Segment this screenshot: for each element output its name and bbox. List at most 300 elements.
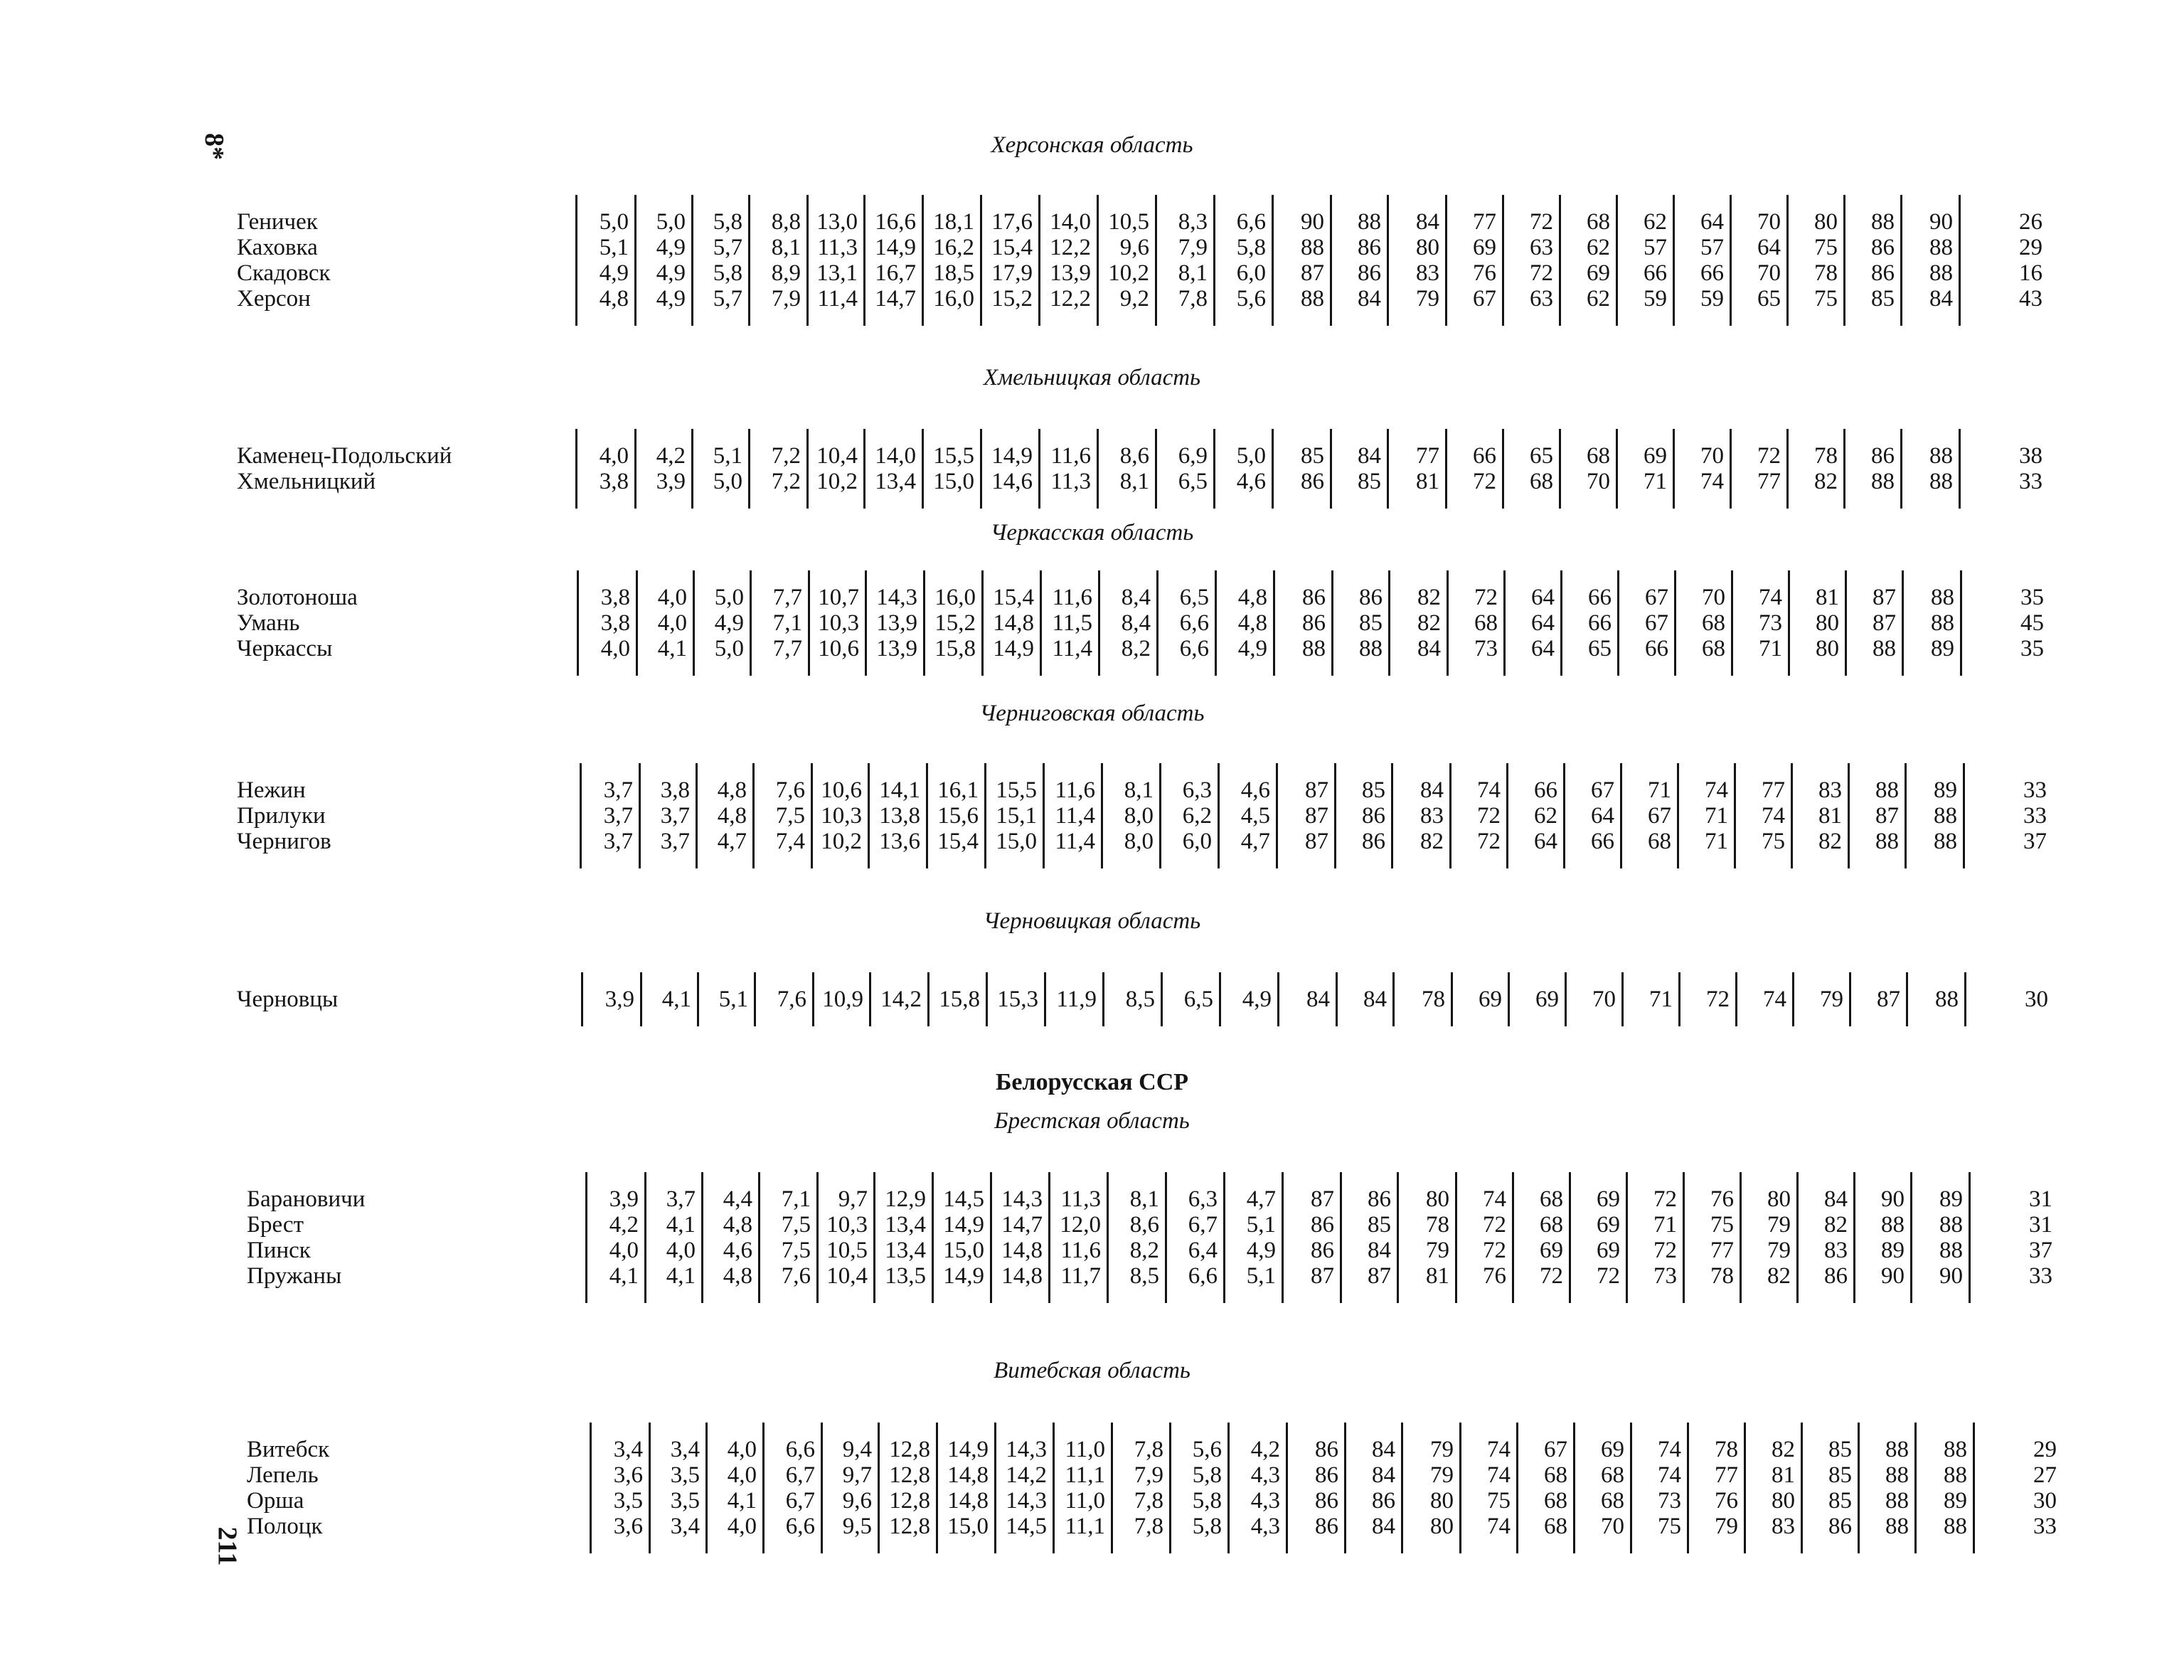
table-cell: 4,5 (1240, 803, 1270, 829)
table-cell: 10,6 (818, 636, 859, 661)
table-cell: 88 (1301, 286, 1324, 312)
value-column (997, 1437, 1053, 1539)
table-cell: 13,4 (875, 469, 916, 494)
value-column (983, 209, 1038, 312)
value-column (1284, 1186, 1340, 1289)
table-cell: 4,0 (727, 1437, 757, 1462)
table-cell: 66 (1644, 260, 1667, 286)
table-cell: 6,7 (785, 1462, 815, 1488)
table-cell: 75 (1658, 1514, 1681, 1539)
station-name: Нежин (237, 777, 306, 803)
table-cell: 4,7 (1246, 1186, 1276, 1212)
value-column (639, 585, 693, 661)
table-cell: 31 (2029, 1186, 2052, 1212)
table-cell: 15,0 (996, 829, 1037, 854)
table-cell: 5,0 (714, 636, 744, 661)
column-rule (1097, 429, 1099, 509)
column-rule (1286, 1423, 1288, 1553)
table-cell: 13,1 (816, 260, 858, 286)
column-rule (869, 972, 871, 1026)
table-cell: 74 (1487, 1514, 1511, 1539)
table-cell: 87 (1305, 829, 1328, 854)
column-rule (636, 570, 638, 676)
column-rule (1097, 195, 1099, 326)
column-rule (1730, 195, 1732, 326)
table-cell: 78 (1814, 443, 1838, 469)
column-rule (705, 1423, 708, 1553)
column-rule (1098, 570, 1100, 676)
table-cell: 69 (1601, 1437, 1624, 1462)
column-rule (1573, 1423, 1575, 1553)
table-cell: 4,3 (1250, 1488, 1280, 1514)
column-rule (922, 195, 924, 326)
value-column (1850, 777, 1905, 854)
table-cell: 77 (1757, 469, 1781, 494)
table-cell: 4,9 (1242, 987, 1272, 1012)
table-cell: 13,6 (879, 829, 920, 854)
table-cell: 14,0 (1050, 209, 1091, 235)
table-cell: 67 (1473, 286, 1496, 312)
value-column (866, 209, 922, 312)
table-cell: 10,5 (1108, 209, 1149, 235)
table-cell: 43 (2019, 286, 2042, 312)
table-cell: 4,9 (656, 286, 686, 312)
table-cell: 13,4 (885, 1212, 926, 1238)
value-column (1747, 1437, 1801, 1539)
table-cell: 86 (1315, 1488, 1338, 1514)
table-cell: 11,6 (1050, 443, 1091, 469)
table-cell: 10,3 (826, 1212, 868, 1238)
value-column (1734, 585, 1788, 661)
republic-title: Белорусская ССР (995, 1069, 1189, 1095)
column-rule (1159, 763, 1161, 868)
station-name: Пинск (247, 1238, 311, 1263)
table-cell: 16,2 (933, 235, 974, 260)
value-column (1795, 987, 1849, 1012)
value-column (1676, 443, 1730, 494)
column-rule (697, 972, 699, 1026)
table-cell: 80 (1426, 1186, 1449, 1212)
table-cell: 4,3 (1250, 1514, 1280, 1539)
table-cell: 7,6 (775, 777, 805, 803)
table-cell: 6,3 (1182, 777, 1212, 803)
table-cell: 4,8 (1237, 610, 1267, 636)
table-cell: 16,7 (875, 260, 916, 286)
table-cell: 5,6 (1236, 286, 1266, 312)
table-cell: 10,5 (826, 1238, 868, 1263)
table-cell: 11,7 (1060, 1263, 1101, 1289)
column-rule (932, 1172, 934, 1303)
column-rule (1213, 195, 1215, 326)
table-cell: 3,4 (670, 1437, 700, 1462)
table-cell: 87 (1875, 803, 1899, 829)
value-column (809, 443, 863, 494)
table-cell: 83 (1416, 260, 1439, 286)
column-rule (1334, 763, 1336, 868)
table-cell: 14,0 (875, 443, 916, 469)
table-cell: 89 (1931, 636, 1954, 661)
column-rule (1788, 570, 1790, 676)
table-cell: 13,0 (816, 209, 858, 235)
value-column (939, 1437, 994, 1539)
table-cell: 66 (1700, 260, 1724, 286)
table-cell: 69 (1587, 260, 1610, 286)
table-cell: 74 (1483, 1186, 1506, 1212)
station-name: Лепель (247, 1462, 319, 1488)
column-rule (1853, 1172, 1855, 1303)
table-cell: 64 (1531, 610, 1555, 636)
value-column (641, 777, 696, 854)
value-column (1852, 987, 1906, 1012)
value-column (592, 1437, 649, 1539)
column-rule (1169, 1423, 1171, 1553)
column-rule (1786, 195, 1789, 326)
value-column (1104, 777, 1159, 854)
value-column (815, 987, 869, 1012)
table-cell: 3,7 (666, 1186, 696, 1212)
table-cell: 4,7 (1240, 829, 1270, 854)
table-cell: 82 (1417, 585, 1441, 610)
table-cell: 26 (2019, 209, 2042, 235)
column-rule (640, 972, 642, 1026)
table-cell: 82 (1772, 1437, 1795, 1462)
column-rule (1902, 570, 1904, 676)
table-cell: 8,4 (1121, 585, 1151, 610)
value-column (1338, 987, 1392, 1012)
table-cell: 13,9 (876, 636, 917, 661)
table-cell: 3,7 (660, 829, 690, 854)
column-rule (1569, 1172, 1571, 1303)
table-cell: 88 (1301, 235, 1324, 260)
value-column (651, 1437, 705, 1539)
column-rule (754, 972, 756, 1026)
table-cell: 9,5 (842, 1514, 872, 1539)
table-cell: 3,5 (670, 1462, 700, 1488)
table-cell: 7,2 (771, 443, 801, 469)
value-column (1846, 443, 1900, 494)
table-cell: 4,8 (599, 286, 629, 312)
column-rule (1276, 763, 1278, 868)
table-cell: 88 (1934, 829, 1957, 854)
table-cell: 14,8 (947, 1488, 989, 1514)
value-column (824, 1437, 878, 1539)
table-cell: 15,0 (943, 1238, 984, 1263)
column-rule (1900, 429, 1902, 509)
table-cell: 65 (1588, 636, 1612, 661)
table-cell: 8,2 (1121, 636, 1151, 661)
station-name: Барановичи (247, 1186, 366, 1212)
table-cell: 86 (1311, 1238, 1334, 1263)
data-block-черновицкая-область (0, 987, 2184, 1012)
table-cell: 5,8 (713, 260, 742, 286)
table-cell: 62 (1587, 235, 1610, 260)
value-column (925, 209, 980, 312)
column-rule (1227, 1423, 1230, 1553)
region-heading: Черновицкая область (983, 908, 1201, 934)
table-cell: 86 (1824, 1263, 1848, 1289)
table-cell: 3,7 (603, 829, 633, 854)
column-rule (1273, 570, 1275, 676)
value-column (1860, 1437, 1914, 1539)
value-column (1681, 987, 1735, 1012)
table-cell: 5,0 (714, 585, 744, 610)
column-rule (1843, 429, 1845, 509)
table-cell: 88 (1931, 585, 1954, 610)
table-cell: 88 (1929, 235, 1953, 260)
table-cell: 67 (1645, 610, 1668, 636)
table-cell: 15,4 (991, 235, 1033, 260)
table-cell: 88 (1929, 469, 1953, 494)
table-cell: 15,5 (933, 443, 974, 469)
table-cell: 68 (1702, 610, 1725, 636)
column-rule (1223, 1172, 1225, 1303)
value-column (929, 777, 984, 854)
column-rule (1673, 195, 1675, 326)
value-column (1114, 1437, 1169, 1539)
table-cell: 5,8 (1192, 1462, 1222, 1488)
table-cell: 83 (1818, 777, 1842, 803)
table-cell: 3,9 (604, 987, 634, 1012)
table-cell: 84 (1416, 209, 1439, 235)
table-cell: 11,4 (1055, 829, 1095, 854)
table-cell: 9,7 (842, 1462, 872, 1488)
table-cell: 12,8 (889, 1488, 930, 1514)
value-column (983, 443, 1038, 494)
table-cell: 12,8 (889, 1462, 930, 1488)
table-cell: 13,5 (885, 1263, 926, 1289)
value-column (1742, 1186, 1796, 1289)
column-rule (1914, 1423, 1917, 1553)
table-cell: 71 (1705, 803, 1728, 829)
value-column (1391, 585, 1447, 661)
table-cell: 5,8 (1192, 1514, 1222, 1539)
value-column (1515, 1186, 1569, 1289)
table-cell: 11,3 (817, 235, 858, 260)
value-column (1505, 443, 1559, 494)
value-column (1448, 209, 1502, 312)
table-cell: 64 (1700, 209, 1724, 235)
column-rule (806, 195, 809, 326)
table-cell: 14,9 (943, 1212, 984, 1238)
table-cell: 18,1 (933, 209, 974, 235)
table-cell: 4,9 (656, 260, 686, 286)
table-cell: 84 (1358, 443, 1381, 469)
table-cell: 8,5 (1129, 1263, 1159, 1289)
station-name: Витебск (247, 1437, 330, 1462)
table-cell: 85 (1828, 1437, 1852, 1462)
table-cell: 88 (1944, 1514, 1967, 1539)
column-rule (585, 1172, 587, 1303)
value-column (926, 585, 981, 661)
column-rule (1973, 1423, 1975, 1553)
table-cell: 68 (1544, 1488, 1567, 1514)
table-cell: 90 (1929, 209, 1953, 235)
table-cell: 59 (1700, 286, 1724, 312)
table-cell: 70 (1757, 209, 1781, 235)
table-cell: 87 (1305, 777, 1328, 803)
column-rule (1336, 972, 1338, 1026)
region-heading: Витебская область (994, 1358, 1190, 1383)
table-cell: 73 (1653, 1263, 1677, 1289)
column-rule (581, 972, 583, 1026)
value-column (751, 209, 806, 312)
table-cell: 78 (1426, 1212, 1449, 1238)
table-cell: 68 (1702, 636, 1725, 661)
column-rule (1040, 570, 1042, 676)
table-cell: 5,1 (1246, 1263, 1276, 1289)
data-block-витебская-область (0, 1437, 2184, 1539)
table-cell: 62 (1587, 286, 1610, 312)
table-cell: 4,6 (1240, 777, 1270, 803)
table-cell: 88 (1302, 636, 1326, 661)
table-cell: 69 (1644, 443, 1667, 469)
value-column (1337, 777, 1391, 854)
table-cell: 12,2 (1050, 286, 1091, 312)
table-cell: 13,9 (1050, 260, 1091, 286)
column-rule (1674, 570, 1676, 676)
value-column (643, 987, 697, 1012)
value-column (1159, 585, 1215, 661)
station-name: Пружаны (247, 1263, 342, 1289)
table-cell: 84 (1824, 1186, 1848, 1212)
value-column (1454, 987, 1508, 1012)
table-cell: 9,2 (1119, 286, 1149, 312)
table-cell: 69 (1597, 1212, 1620, 1238)
table-cell: 8,2 (1129, 1238, 1159, 1263)
value-column (1158, 209, 1213, 312)
column-rule (1960, 570, 1962, 676)
value-column (1390, 209, 1445, 312)
table-cell: 4,8 (717, 803, 747, 829)
column-rule (1449, 763, 1451, 868)
column-rule (1848, 763, 1850, 868)
table-cell: 7,7 (772, 636, 802, 661)
table-cell: 14,5 (943, 1186, 984, 1212)
table-cell: 4,1 (727, 1488, 757, 1514)
table-cell: 72 (1483, 1212, 1506, 1238)
table-cell: 3,8 (600, 610, 630, 636)
table-cell: 86 (1871, 235, 1895, 260)
table-cell: 68 (1540, 1186, 1563, 1212)
value-column (1913, 1186, 1969, 1289)
table-cell: 3,9 (656, 469, 686, 494)
value-column (1624, 987, 1678, 1012)
table-cell: 76 (1473, 260, 1496, 286)
value-column (765, 1437, 821, 1539)
station-name: Орша (247, 1488, 304, 1514)
column-rule (1043, 763, 1045, 868)
column-rule (863, 195, 865, 326)
table-cell: 85 (1358, 469, 1381, 494)
value-column (1226, 1186, 1282, 1289)
table-cell: 6,5 (1183, 987, 1213, 1012)
table-cell: 4,1 (661, 987, 691, 1012)
column-rule (1740, 1172, 1742, 1303)
column-rule (1155, 195, 1157, 326)
value-column (1732, 443, 1786, 494)
table-cell: 87 (1368, 1263, 1391, 1289)
table-cell: 14,3 (876, 585, 917, 610)
value-column (1452, 777, 1506, 854)
value-column (870, 777, 926, 854)
table-cell: 4,1 (666, 1212, 696, 1238)
table-cell: 68 (1544, 1462, 1567, 1488)
value-column (1633, 1437, 1687, 1539)
table-cell: 14,8 (1001, 1238, 1043, 1263)
table-cell: 88 (1875, 829, 1899, 854)
column-rule (986, 972, 988, 1026)
table-cell: 69 (1473, 235, 1496, 260)
column-rule (1503, 570, 1506, 676)
column-rule (1843, 195, 1845, 326)
value-column (989, 987, 1044, 1012)
table-cell: 7,1 (781, 1186, 811, 1212)
value-column (1216, 209, 1272, 312)
station-name: Геничек (237, 209, 318, 235)
table-cell: 14,9 (875, 235, 916, 260)
value-column (1347, 1437, 1401, 1539)
table-cell: 75 (1762, 829, 1785, 854)
table-cell: 90 (1301, 209, 1324, 235)
value-column (934, 1186, 990, 1289)
column-rule (701, 1172, 703, 1303)
value-column (1163, 987, 1219, 1012)
column-rule (1215, 570, 1217, 676)
column-rule (748, 195, 750, 326)
table-cell: 12,9 (885, 1186, 926, 1212)
station-name: Черновцы (237, 987, 339, 1012)
table-cell: 88 (1929, 260, 1953, 286)
column-rule (1959, 195, 1961, 326)
value-column (1909, 987, 1964, 1012)
table-cell: 72 (1653, 1238, 1677, 1263)
table-cell: 9,6 (1119, 235, 1149, 260)
table-cell: 89 (1944, 1488, 1967, 1514)
value-column (819, 1186, 873, 1289)
value-column (578, 443, 634, 494)
table-cell: 3,7 (603, 777, 633, 803)
station-name: Брест (247, 1212, 304, 1238)
table-cell: 68 (1601, 1462, 1624, 1488)
table-cell: 9,7 (838, 1186, 868, 1212)
table-cell: 4,0 (657, 610, 687, 636)
column-rule (1387, 429, 1389, 509)
table-cell: 4,1 (609, 1263, 639, 1289)
table-cell: 5,0 (713, 469, 742, 494)
table-cell: 82 (1818, 829, 1842, 854)
value-column (1791, 585, 1845, 661)
table-cell: 86 (1372, 1488, 1395, 1514)
table-cell: 4,0 (666, 1238, 696, 1263)
table-cell: 76 (1483, 1263, 1506, 1289)
table-cell: 4,2 (609, 1212, 639, 1238)
table-cell: 14,2 (1006, 1462, 1047, 1488)
column-rule (1218, 763, 1220, 868)
table-cell: 88 (1358, 209, 1381, 235)
table-cell: 82 (1417, 610, 1441, 636)
value-column (1620, 585, 1674, 661)
table-cell: 84 (1417, 636, 1441, 661)
table-cell: 33 (2023, 803, 2047, 829)
table-cell: 5,8 (713, 209, 742, 235)
table-cell: 4,4 (723, 1186, 752, 1212)
table-cell: 76 (1715, 1488, 1738, 1514)
table-cell: 15,5 (996, 777, 1037, 803)
column-rule (1219, 972, 1221, 1026)
table-cell: 84 (1372, 1514, 1395, 1539)
column-rule (1344, 1423, 1346, 1553)
table-cell: 88 (1935, 987, 1959, 1012)
